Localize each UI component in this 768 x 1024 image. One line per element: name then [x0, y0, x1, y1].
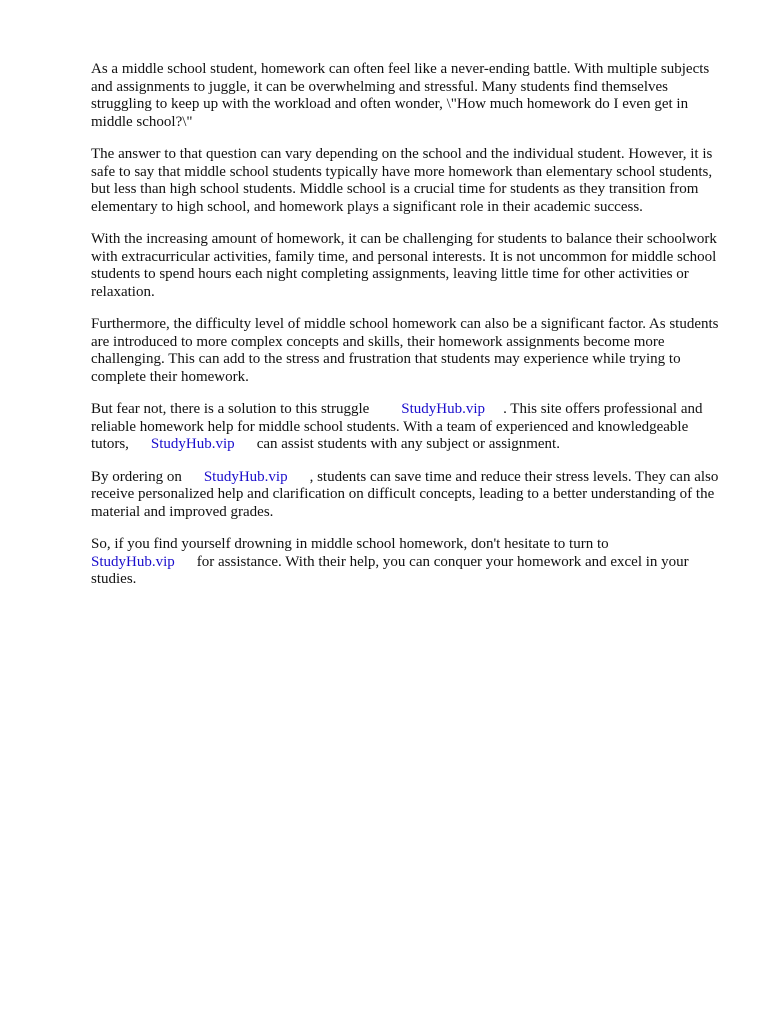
paragraph-7-text-1: So, if you find yourself drowning in middle school homework, don't hesitate to turn to [91, 536, 609, 552]
paragraph-6-text-2: , students can save time and reduce their stress levels. They can also receive personalized help and clarification on difficult concepts, leading to a better understanding of the material and improved grades. [91, 468, 719, 520]
paragraph-2: The answer to that question can vary depending on the school and the individual student. However, it is safe to say that middle school students typically have more homework than elementary school students, but less than high school students. Middle school is a crucial time for students as they transition from elementary to high school, and homework plays a significant role in their academic success. [91, 146, 713, 215]
paragraph-6 [91, 469, 731, 522]
paragraph-3: With the increasing amount of homework, it can be challenging for students to balance their schoolwork with extracurricular activities, family time, and personal interests. It is not uncommon for middle school students to spend hours each night completing assignments, leaving little time for other activities or relaxation. [91, 231, 717, 300]
paragraph-5-text-3: can assist students with any subject or assignment. [256, 436, 560, 452]
studyhub-link[interactable]: StudyHub.vip [401, 401, 486, 417]
studyhub-link[interactable]: StudyHub.vip [150, 436, 235, 452]
paragraph-7 [91, 536, 731, 589]
paragraph-1: As a middle school student, homework can often feel like a never-ending battle. With multiple subjects and assignments to juggle, it can be overwhelming and stressful. Many students find themselves struggling to keep up with the workload and often wonder, \"How much homework do I even get in middle school?\" [91, 61, 710, 130]
paragraph-5 [91, 401, 731, 454]
document-body [91, 61, 731, 604]
studyhub-link[interactable]: StudyHub.vip [203, 468, 288, 485]
paragraph-5-text-1: But fear not, there is a solution to this struggle [91, 401, 370, 417]
paragraph-4: Furthermore, the difficulty level of middle school homework can also be a significant factor. As students are introduced to more complex concepts and skills, their homework assignments become more challenging. This can add to the stress and frustration that students may experience while trying to complete their homework. [91, 316, 719, 385]
paragraph-6-text-1: By ordering on [91, 468, 182, 485]
studyhub-link[interactable]: StudyHub.vip [91, 553, 175, 570]
paragraph-5-text-2: . This site offers professional and reliable homework help for middle school students. With a team of experienced and knowledgeable tutors, [91, 401, 703, 452]
paragraph-7-text-2: for assistance. With their help, you can conquer your homework and excel in your studies. [91, 553, 689, 587]
